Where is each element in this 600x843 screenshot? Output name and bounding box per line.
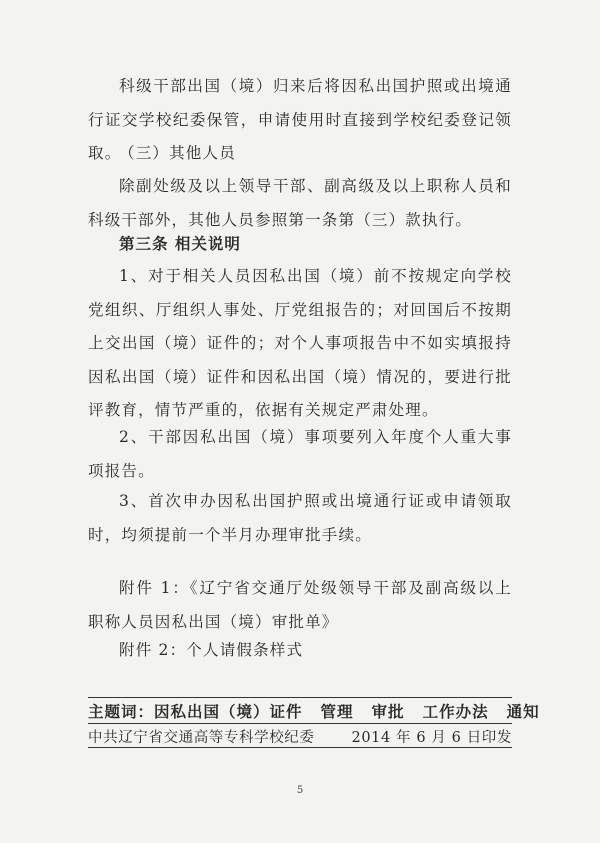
- para-cadre-return: 科级干部出国（境）归来后将因私出国护照或出境通行证交学校纪委保管，申请使用时直接到学校纪委登记领取。: [88, 77, 512, 162]
- colophon-middle-rule: [88, 723, 512, 724]
- keyword: 通知: [506, 703, 540, 721]
- attachment-1: 附件 1：《辽宁省交通厅处级领导干部及副高级以上职称人员因私出国（境）审批单》: [88, 579, 512, 631]
- attachment-2: 附件 2：个人请假条样式: [119, 641, 304, 659]
- issuer-name: 中共辽宁省交通高等专科学校纪委: [88, 730, 315, 746]
- keyword: 管理: [320, 703, 354, 721]
- colophon-bottom-rule: [88, 747, 512, 748]
- keyword: 因私出国（境）证件: [154, 703, 303, 721]
- page-number: 5: [296, 785, 304, 796]
- keyword: 审批: [371, 703, 405, 721]
- item-3: 3、首次申办因私出国护照或出境通行证或申请领取时，均须提前一个半月办理审批手续。: [88, 492, 512, 544]
- subheading-other-personnel: （三）其他人员: [119, 144, 236, 162]
- keyword: 工作办法: [422, 703, 489, 721]
- para-other-personnel: 除副处级及以上领导干部、副高级及以上职称人员和科级干部外，其他人员参照第一条第（三）款执行。: [88, 177, 512, 229]
- keywords-label: 主题词：: [88, 703, 155, 721]
- issuer-line: [88, 726, 512, 747]
- issue-date: 2014 年 6 月 6 日印发: [351, 730, 512, 746]
- colophon-top-rule: [88, 697, 512, 698]
- item-1: 1、对于相关人员因私出国（境）前不按规定向学校党组织、厅组织人事处、厅党组报告的；对回国后不按期上交出国（境）证件的；对个人事项报告中不如实填报持因私出国（境）证件和因私出国（境）情况的，要进行批评教育，情节严重的，依据有关规定严肃处理。: [88, 267, 512, 419]
- item-2: 2、干部因私出国（境）事项要列入年度个人重大事项报告。: [88, 428, 512, 480]
- article-3-heading: 第三条 相关说明: [119, 235, 241, 253]
